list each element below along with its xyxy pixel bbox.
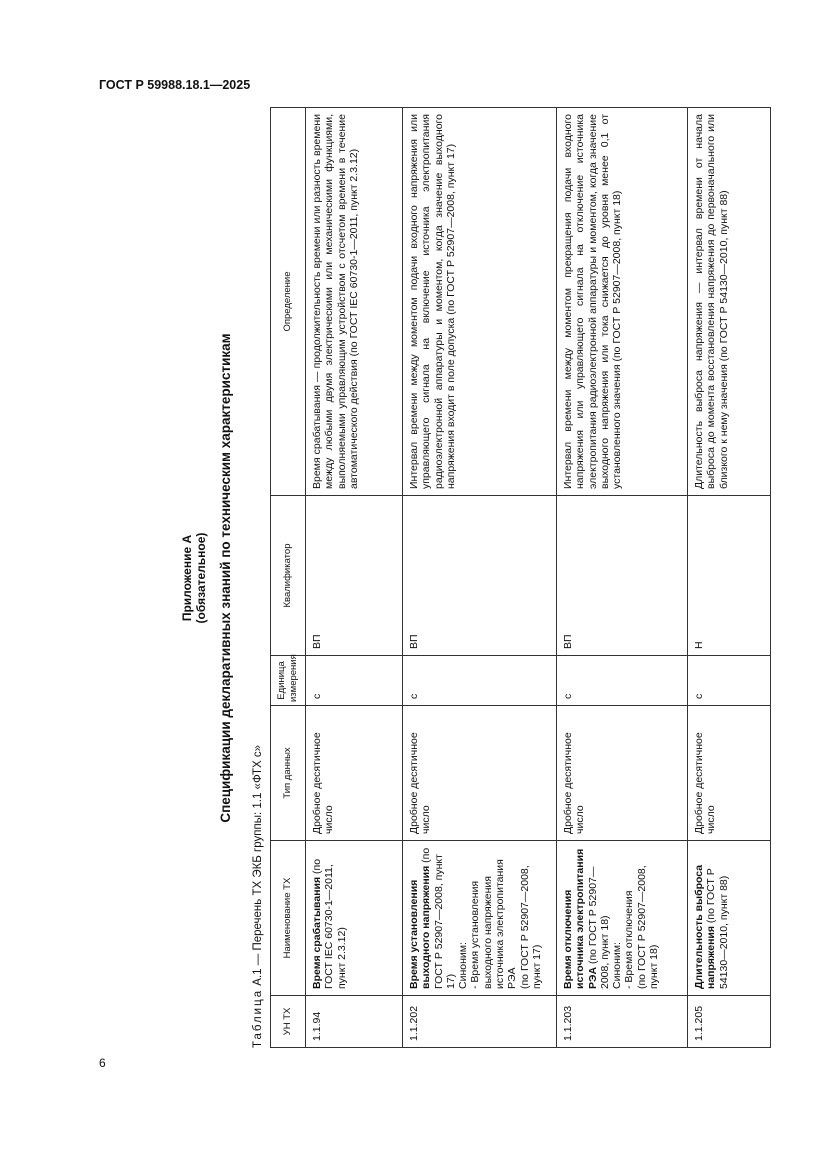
cell-id: 1.1.205 — [688, 996, 771, 1048]
table-row — [306, 108, 403, 1048]
cell-definition: Интервал времени между моментом прекращения подачи входного напряжения или управляющего сигнала на отключение источника электропитания радиоэлектронной аппаратуры и моментом, когда значение выходного напряжения или тока снижается до уровня менее 0,1 от установленного значения (по ГОСТ Р 52907—2008, пункт 18) — [557, 108, 688, 496]
table-row — [688, 108, 771, 1048]
cell-unit: с — [403, 656, 557, 706]
table-header-row — [271, 108, 306, 1048]
cell-qualifier: Н — [688, 496, 771, 656]
column-header-definition: Определение — [271, 108, 306, 496]
term-ref: (по ГОСТ IEC 60730-1—2011, пункт 2.3.12) — [311, 858, 348, 989]
cell-id: 1.1.202 — [403, 996, 557, 1048]
rotated-content — [180, 108, 730, 1048]
term-ref: (по ГОСТ Р 52907—2008, пункт 18) — [586, 866, 611, 989]
cell-unit: с — [557, 656, 688, 706]
cell-type: Дробное десятичное число — [688, 706, 771, 841]
synonym-text: - Время отключения — [623, 890, 636, 989]
cell-name — [557, 841, 688, 996]
cell-name — [403, 841, 557, 996]
cell-unit: с — [688, 656, 771, 706]
column-header-qualifier: Квалификатор — [271, 496, 306, 656]
appendix-title: Приложение А — [180, 534, 194, 622]
synonym-label: Синоним: — [611, 942, 624, 989]
cell-type: Дробное десятичное число — [403, 706, 557, 841]
page-number: 6 — [99, 1056, 106, 1070]
table-row — [403, 108, 557, 1048]
table-caption — [252, 745, 264, 1048]
cell-id: 1.1.203 — [557, 996, 688, 1048]
document-header: ГОСТ Р 59988.18.1—2025 — [99, 78, 251, 92]
term-name: Время срабатывания — [311, 876, 323, 989]
table-row — [557, 108, 688, 1048]
cell-name — [688, 841, 771, 996]
cell-type: Дробное десятичное число — [557, 706, 688, 841]
specification-table — [270, 107, 771, 1048]
column-header-id: УН ТХ — [271, 996, 306, 1048]
synonym-label: Синоним: — [457, 942, 470, 989]
cell-unit: с — [306, 656, 403, 706]
synonym-text: - Время установления выходного напряжения источника электропитания РЭА — [469, 859, 519, 989]
cell-id: 1.1.94 — [306, 996, 403, 1048]
appendix-status: (обязательное) — [194, 532, 208, 624]
column-header-name: Наименование ТХ — [271, 841, 306, 996]
synonym-ref: (по ГОСТ Р 52907—2008, пункт 17) — [518, 865, 543, 989]
cell-qualifier: ВП — [306, 496, 403, 656]
term-name: Время установления выходного напряжения — [408, 865, 433, 989]
cell-definition: Интервал времени между моментом подачи входного напряжения или управляющего сигнала на включение источника электропитания радиоэлектронной аппаратуры и моментом, когда значение выходного напряжения входит в поле допуска (по ГОСТ Р 52907—2008, пункт 17) — [403, 108, 557, 496]
page-title: Спецификации декларативных знаний по техническим характеристикам — [218, 333, 233, 823]
cell-qualifier: ВП — [403, 496, 557, 656]
table-caption-prefix: Таблица — [252, 988, 264, 1048]
cell-name — [306, 841, 403, 996]
cell-type: Дробное десятичное число — [306, 706, 403, 841]
term-ref: (по ГОСТ Р 54130—2010, пункт 88) — [705, 868, 730, 989]
term-name: Время отключения источника электропитания РЭА — [562, 848, 599, 989]
column-header-type: Тип данных — [271, 706, 306, 841]
cell-qualifier: ВП — [557, 496, 688, 656]
cell-definition: Длительность выброса напряжения — интервал времени от начала выброса до момента восстановления напряжения до первоначального или близкого к нему значения (по ГОСТ Р 54130—2010, пункт 88) — [688, 108, 771, 496]
cell-definition: Время срабатывания — продолжительность времени или разность времени между любыми двумя электрическими или механическими функциями, выполняемыми управляющим устройством с отсчетом времени в течение автоматического действия (по ГОСТ IEC 60730-1—2011, пункт 2.3.12) — [306, 108, 403, 496]
term-name: Длительность выброса напряжения — [693, 864, 718, 989]
column-header-unit: Единица измерения — [271, 656, 306, 706]
term-ref: (по ГОСТ Р 52907—2008, пункт 17) — [420, 847, 457, 989]
synonym-ref: (по ГОСТ Р 52907—2008, пункт 18) — [635, 865, 661, 989]
table-caption-text: А.1 — Перечень ТХ ЭКБ группы: 1.1 «ФТХ с» — [252, 744, 264, 986]
